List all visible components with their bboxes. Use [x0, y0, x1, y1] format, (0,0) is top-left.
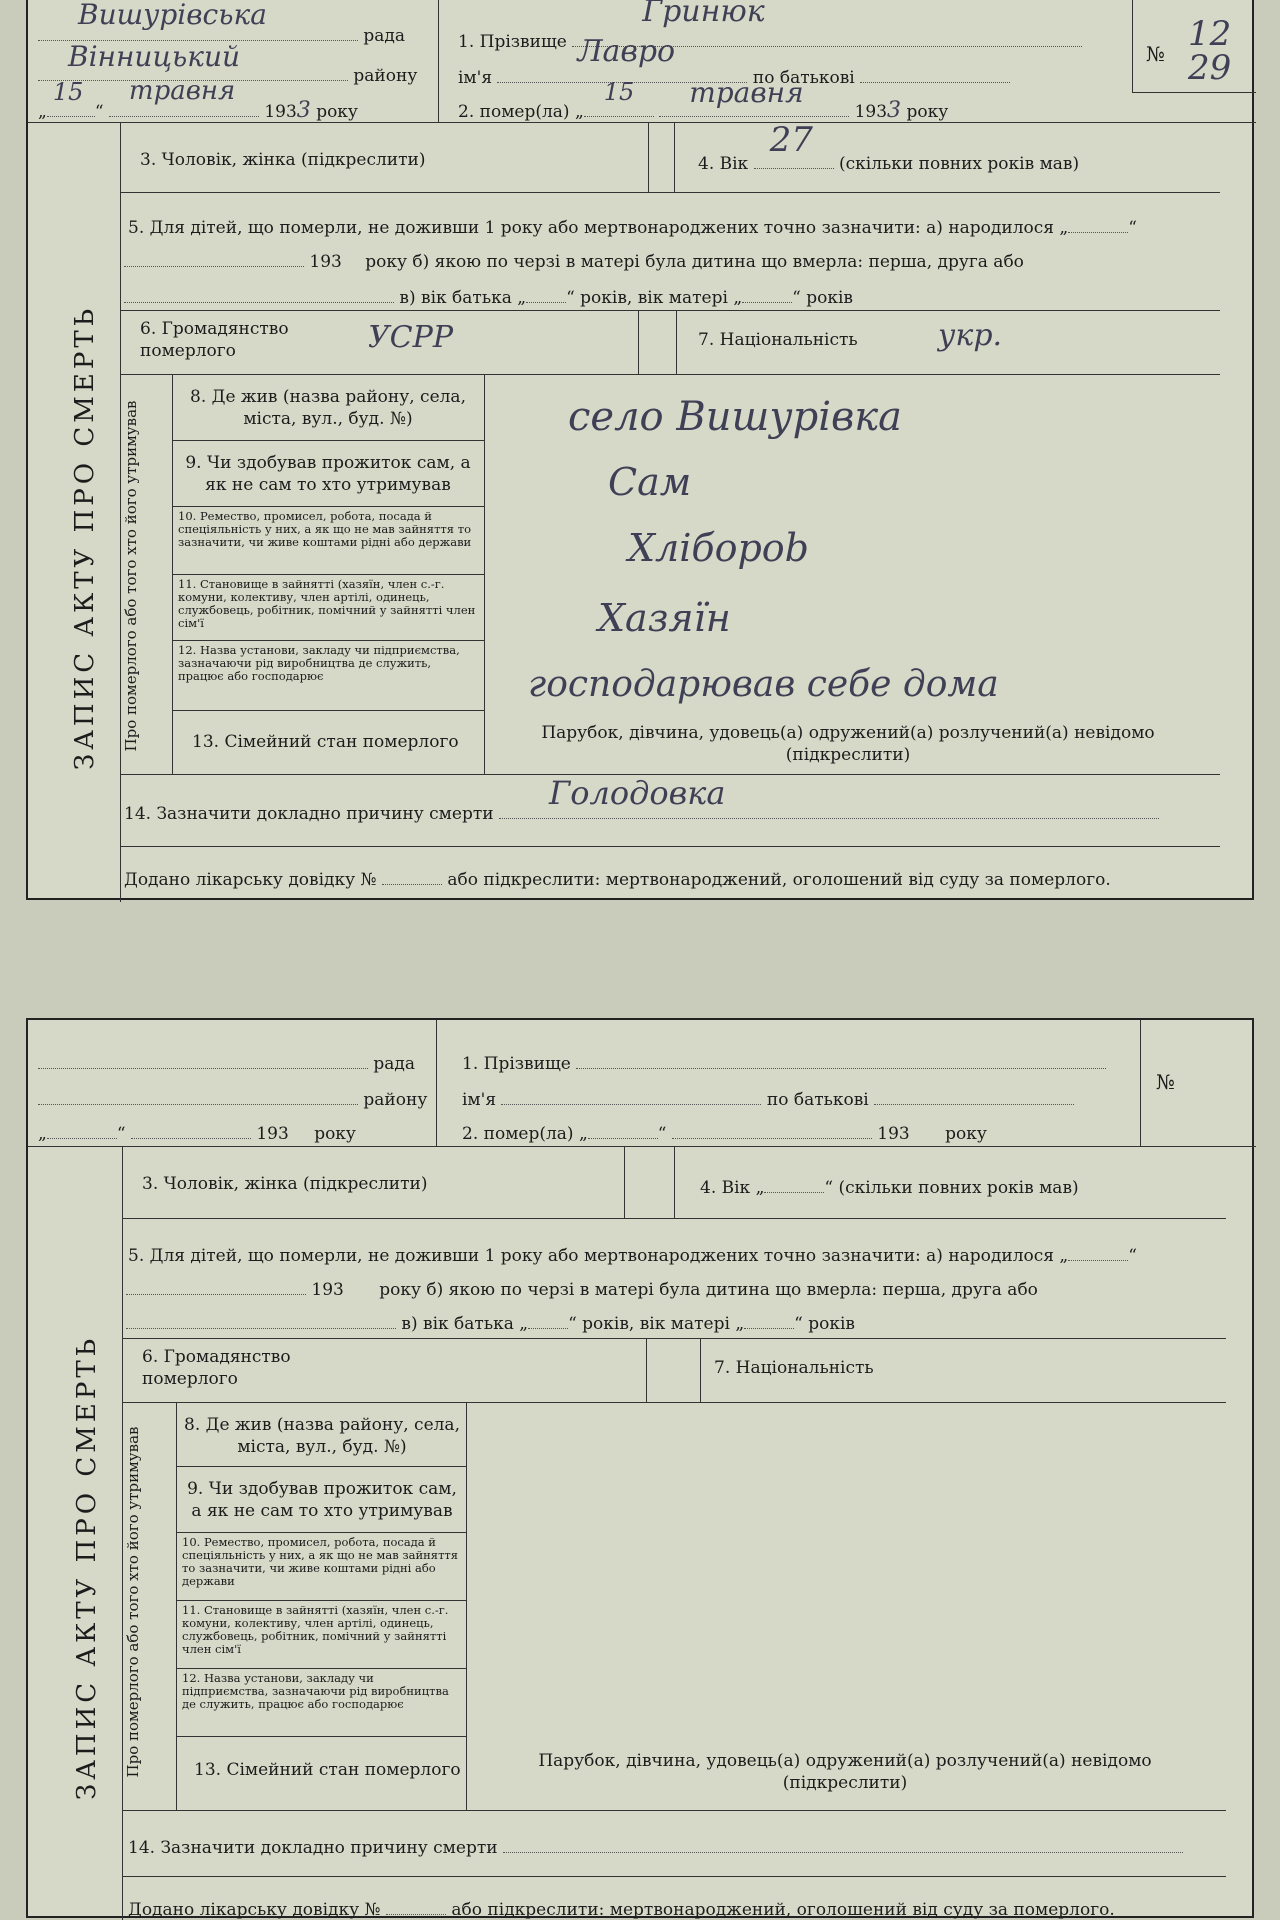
sex-label: 3. Чоловік, жінка (підкреслити) — [142, 1174, 428, 1194]
children-line-3: в) вік батька „ “ років, вік матері „ “ років — [124, 284, 853, 308]
age-tail: (скільки повних років мав) — [839, 154, 1080, 174]
nationality-label: 7. Національність — [698, 330, 858, 350]
status-label: 11. Становище в зайнятті (хазяїн, член с.-г. комуни, колективу, член артілі, одинець, службовець, робітник, помічний у зайнятті член сім'ї — [182, 1603, 449, 1656]
livelihood-handwritten: Сам — [608, 460, 692, 504]
year-prefix-label: 193 — [256, 1124, 289, 1144]
side-title: ЗАПИС АКТУ ПРО СМЕРТЬ — [72, 1334, 102, 1800]
surname-handwritten: Гринюк — [642, 0, 765, 29]
age-handwritten: 27 — [769, 120, 813, 160]
children-line2-label: року б) якою по черзі в матері була дитина що вмерла: перша, друга або — [379, 1280, 1038, 1300]
children-line3b-label: років, вік матері — [580, 288, 728, 308]
attached-label: Додано лікарську довідку № — [124, 870, 377, 890]
sex-label: 3. Чоловік, жінка (підкреслити) — [140, 150, 426, 170]
children-line2-year: 193 — [309, 252, 342, 272]
occupation-handwritten: Хліборob — [628, 526, 810, 570]
age-label: 4. Вік — [698, 154, 749, 174]
raion-label: району — [363, 1090, 428, 1110]
date-month-handwritten: травня — [128, 76, 236, 106]
children-line3-label: в) вік батька — [399, 288, 512, 308]
attached-line — [128, 1898, 1115, 1920]
employer-handwritten: господарював себе дома — [528, 664, 999, 705]
died-year-label: 193 — [854, 102, 888, 122]
children-line1-label: 5. Для дітей, що померли, не доживши 1 року або мертвонароджених точно зазначити: а) народилося — [128, 1246, 1054, 1266]
occupation-label: 10. Ремество, промисел, робота, посада й спеціяльність у них, а як що не мав зайняття то зазначити, чи живе коштами рідні або держави — [178, 509, 472, 549]
died-label: 2. помер(ла) — [462, 1124, 574, 1144]
death-record-form-blank — [26, 1018, 1254, 1918]
citizenship-label: 6. Громадянство померлого — [142, 1347, 291, 1389]
rada-line — [38, 1050, 428, 1074]
death-date-line: 2. помер(ла) „ “ 193 року — [462, 1120, 987, 1144]
cause-line — [128, 1834, 1183, 1858]
children-line-1: 5. Для дітей, що померли, не доживши 1 року або мертвонароджених точно зазначити: а) народилося „ “ — [128, 1242, 1137, 1266]
children-line-2 — [126, 1276, 1038, 1300]
status-label: 11. Становище в зайнятті (хазяїн, член с.-г. комуни, колективу, член артілі, одинець, службовець, робітник, помічний у зайнятті член сім'ї — [178, 577, 476, 630]
name-label: ім'я — [462, 1090, 497, 1110]
side-group-label: Про померлого або того хто його утримував — [124, 1426, 142, 1778]
children-line3b-label: років, вік матері — [582, 1314, 730, 1334]
age-tail: (скільки повних років мав) — [838, 1178, 1079, 1198]
age-label: 4. Вік — [700, 1178, 751, 1198]
children-line-3: в) вік батька „ “ років, вік матері „ “ років — [126, 1310, 855, 1334]
name-line — [462, 1086, 1074, 1110]
children-line-1: 5. Для дітей, що померли, не доживши 1 року або мертвонароджених точно зазначити: а) народилося „ “ — [128, 214, 1137, 238]
children-line1-label: 5. Для дітей, що померли, не доживши 1 року або мертвонароджених точно зазначити: а) народилося — [128, 218, 1054, 238]
side-group-label: Про померлого або того хто його утримував — [122, 400, 140, 752]
children-line3c-label: років — [806, 288, 853, 308]
attached-tail: або підкреслити: мертвонароджений, оголошений від суду за померлого. — [447, 870, 1111, 890]
name-label: ім'я — [458, 68, 493, 88]
died-roku-label: року — [906, 102, 949, 122]
date-day-handwritten: 15 — [52, 78, 84, 106]
roku-label: року — [314, 1124, 356, 1144]
attached-tail: або підкреслити: мертвонароджений, оголошений від суду за померлого. — [451, 1900, 1115, 1920]
died-label: 2. помер(ла) — [458, 102, 570, 122]
surname-label: 1. Прізвище — [462, 1054, 571, 1074]
residence-label: 8. Де жив (назва району, села, міста, вул., буд. №) — [190, 387, 466, 429]
died-roku-label: року — [945, 1124, 987, 1144]
attached-line — [124, 868, 1111, 890]
side-title: ЗАПИС АКТУ ПРО СМЕРТЬ — [70, 304, 100, 770]
roku-label: року — [316, 102, 358, 122]
rada-label: рада — [363, 26, 406, 46]
marital-options: Парубок, дівчина, удовець(а) одружений(а) розлучений(а) невідомо (підкреслити) — [541, 723, 1155, 765]
died-day-handwritten: 15 — [603, 78, 635, 106]
marital-label: 13. Сімейний стан померлого — [194, 1760, 461, 1780]
children-line2-label: року б) якою по черзі в матері була дитина що вмерла: перша, друга або — [365, 252, 1024, 272]
age-line: 4. Вік „ “ (скільки повних років мав) — [700, 1174, 1079, 1198]
death-record-form-filled — [26, 0, 1254, 900]
rada-handwritten: Вишурівська — [78, 0, 267, 31]
cause-line — [124, 774, 1159, 824]
died-month-handwritten: травня — [689, 76, 804, 109]
cause-label: 14. Зазначити докладно причину смерти — [128, 1838, 498, 1858]
nationality-label: 7. Національність — [714, 1358, 874, 1378]
raion-label: району — [353, 66, 418, 86]
surname-line — [458, 0, 1082, 52]
citizenship-label: 6. Громадянство померлого — [140, 319, 289, 361]
occupation-label: 10. Ремество, промисел, робота, посада й спеціяльність у них, а як що не мав зайняття то зазначити, чи живе коштами рідні або держави — [182, 1535, 459, 1588]
date-year-handwritten: 3 — [296, 98, 311, 123]
employer-label: 12. Назва установи, закладу чи підприємства, зазначаючи рід виробництва де служить, працює або господарює — [182, 1671, 449, 1711]
marital-label: 13. Сімейний стан померлого — [192, 732, 459, 752]
livelihood-label: 9. Чи здобував прожиток сам, а як не сам то хто утримував — [185, 453, 471, 495]
raion-handwritten: Вінницький — [68, 40, 241, 73]
children-line3c-label: років — [808, 1314, 855, 1334]
livelihood-label: 9. Чи здобував прожиток сам, а як не сам то хто утримував — [187, 1479, 457, 1521]
children-line3-label: в) вік батька — [401, 1314, 514, 1334]
number-label: № — [1156, 1070, 1175, 1094]
employer-label: 12. Назва установи, закладу чи підприємства, зазначаючи рід виробництва де служить, працює або господарює — [178, 643, 460, 683]
cause-label: 14. Зазначити докладно причину смерти — [124, 804, 494, 824]
cause-handwritten: Голодовка — [549, 774, 726, 812]
surname-line — [462, 1050, 1106, 1074]
name-handwritten: Лавро — [577, 34, 676, 69]
number-label: № — [1146, 42, 1165, 66]
year-prefix-label: 193 — [264, 102, 297, 122]
died-year-handwritten: 3 — [887, 98, 902, 123]
number-handwritten: 12 — [1188, 14, 1232, 54]
rada-label: рада — [373, 1054, 416, 1074]
number-sub-handwritten: 29 — [1188, 48, 1232, 88]
citizenship-handwritten: УСРР — [368, 320, 454, 355]
marital-options: Парубок, дівчина, удовець(а) одружений(а) розлучений(а) невідомо (підкреслити) — [538, 1751, 1152, 1793]
death-date-line: 2. помер(ла) „ 15 травня 1933 року — [458, 76, 949, 123]
children-line-2 — [124, 248, 1024, 272]
died-year-label: 193 — [877, 1124, 910, 1144]
status-handwritten: Хазяїн — [598, 596, 731, 640]
attached-label: Додано лікарську довідку № — [128, 1900, 381, 1920]
nationality-handwritten: укр. — [938, 318, 1003, 353]
residence-handwritten: село Вишурівка — [568, 394, 903, 440]
patronymic-label: по батькові — [752, 68, 855, 88]
patronymic-label: по батькові — [766, 1090, 869, 1110]
age-line — [698, 120, 1080, 174]
surname-label: 1. Прізвище — [458, 32, 567, 52]
registration-date-line: „ “ 193 року — [38, 1120, 438, 1144]
children-line2-year: 193 — [311, 1280, 344, 1300]
residence-label: 8. Де жив (назва району, села, міста, вул., буд. №) — [184, 1415, 460, 1457]
registration-date-line: „ 15 “ травня 1933 року — [38, 76, 358, 123]
raion-line — [38, 1086, 428, 1110]
